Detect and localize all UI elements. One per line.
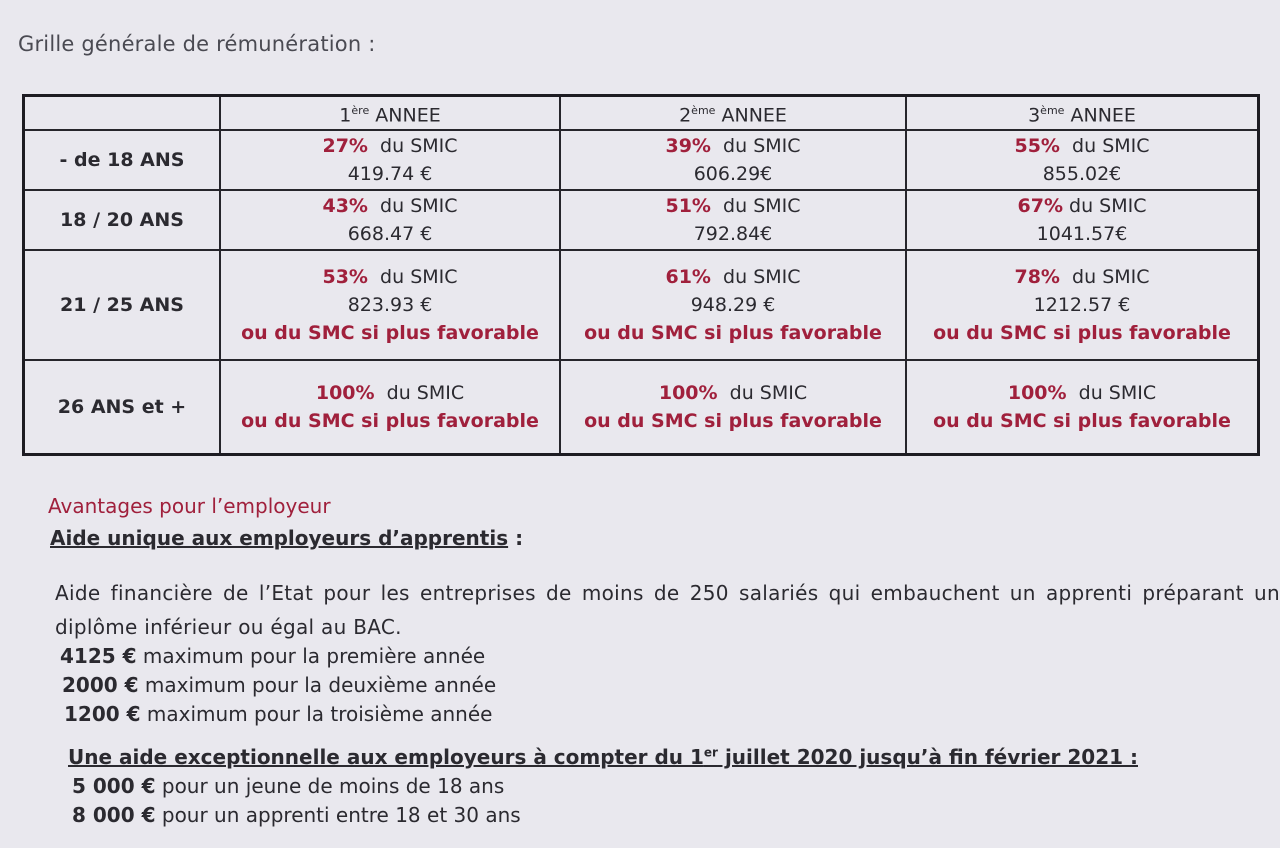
table-row	[24, 190, 1259, 250]
table-cell: 51% du SMIC 792.84€	[560, 190, 906, 250]
exceptional-aid-list	[72, 772, 521, 830]
row-label: - de 18 ANS	[24, 130, 221, 190]
table-cell: 67% du SMIC 1041.57€	[906, 190, 1259, 250]
table-header-row	[24, 96, 1259, 131]
list-item: 4125 € maximum pour la première année	[60, 644, 486, 668]
header-year-3: 3ème ANNEE	[906, 96, 1259, 131]
list-item: 2000 € maximum pour la deuxième année	[62, 673, 497, 697]
aid-description: Aide financière de l’Etat pour les entreprises de moins de 250 salariés qui embauchent un apprenti préparant un diplôme inférieur ou égal au BAC.	[55, 581, 1280, 639]
table-cell: 43% du SMIC 668.47 €	[220, 190, 560, 250]
header-year-1: 1ère ANNEE	[220, 96, 560, 131]
table-cell: 39% du SMIC 606.29€	[560, 130, 906, 190]
table-cell: 100% du SMIC ou du SMC si plus favorable	[906, 360, 1259, 455]
row-label: 21 / 25 ANS	[24, 250, 221, 360]
list-item: 5 000 € pour un jeune de moins de 18 ans	[72, 774, 505, 798]
advantages-heading: Avantages pour l’employeur	[48, 494, 331, 518]
table-cell: 100% du SMIC ou du SMC si plus favorable	[220, 360, 560, 455]
aid-heading-text: Aide unique aux employeurs d’apprentis	[50, 526, 509, 550]
aid-amounts-list	[60, 642, 496, 729]
row-label: 18 / 20 ANS	[24, 190, 221, 250]
table-cell: 55% du SMIC 855.02€	[906, 130, 1259, 190]
table-row	[24, 250, 1259, 360]
table-cell: 78% du SMIC 1212.57 € ou du SMC si plus favorable	[906, 250, 1259, 360]
aid-heading	[50, 526, 523, 550]
table-row	[24, 360, 1259, 455]
table-cell: 27% du SMIC 419.74 €	[220, 130, 560, 190]
table-row	[24, 130, 1259, 190]
table-cell: 53% du SMIC 823.93 € ou du SMC si plus favorable	[220, 250, 560, 360]
remuneration-table	[22, 94, 1260, 456]
header-year-2: 2ème ANNEE	[560, 96, 906, 131]
list-item: 1200 € maximum pour la troisième année	[64, 702, 493, 726]
page-title: Grille générale de rémunération :	[18, 32, 376, 56]
list-item: 8 000 € pour un apprenti entre 18 et 30 ans	[72, 803, 521, 827]
corner-cell	[24, 96, 221, 131]
exceptional-aid-heading: Une aide exceptionnelle aux employeurs à compter du 1er juillet 2020 jusqu’à fin février 2021 :	[68, 745, 1138, 769]
table-cell: 100% du SMIC ou du SMC si plus favorable	[560, 360, 906, 455]
aid-heading-colon: :	[508, 526, 524, 550]
row-label: 26 ANS et +	[24, 360, 221, 455]
table-cell: 61% du SMIC 948.29 € ou du SMC si plus favorable	[560, 250, 906, 360]
